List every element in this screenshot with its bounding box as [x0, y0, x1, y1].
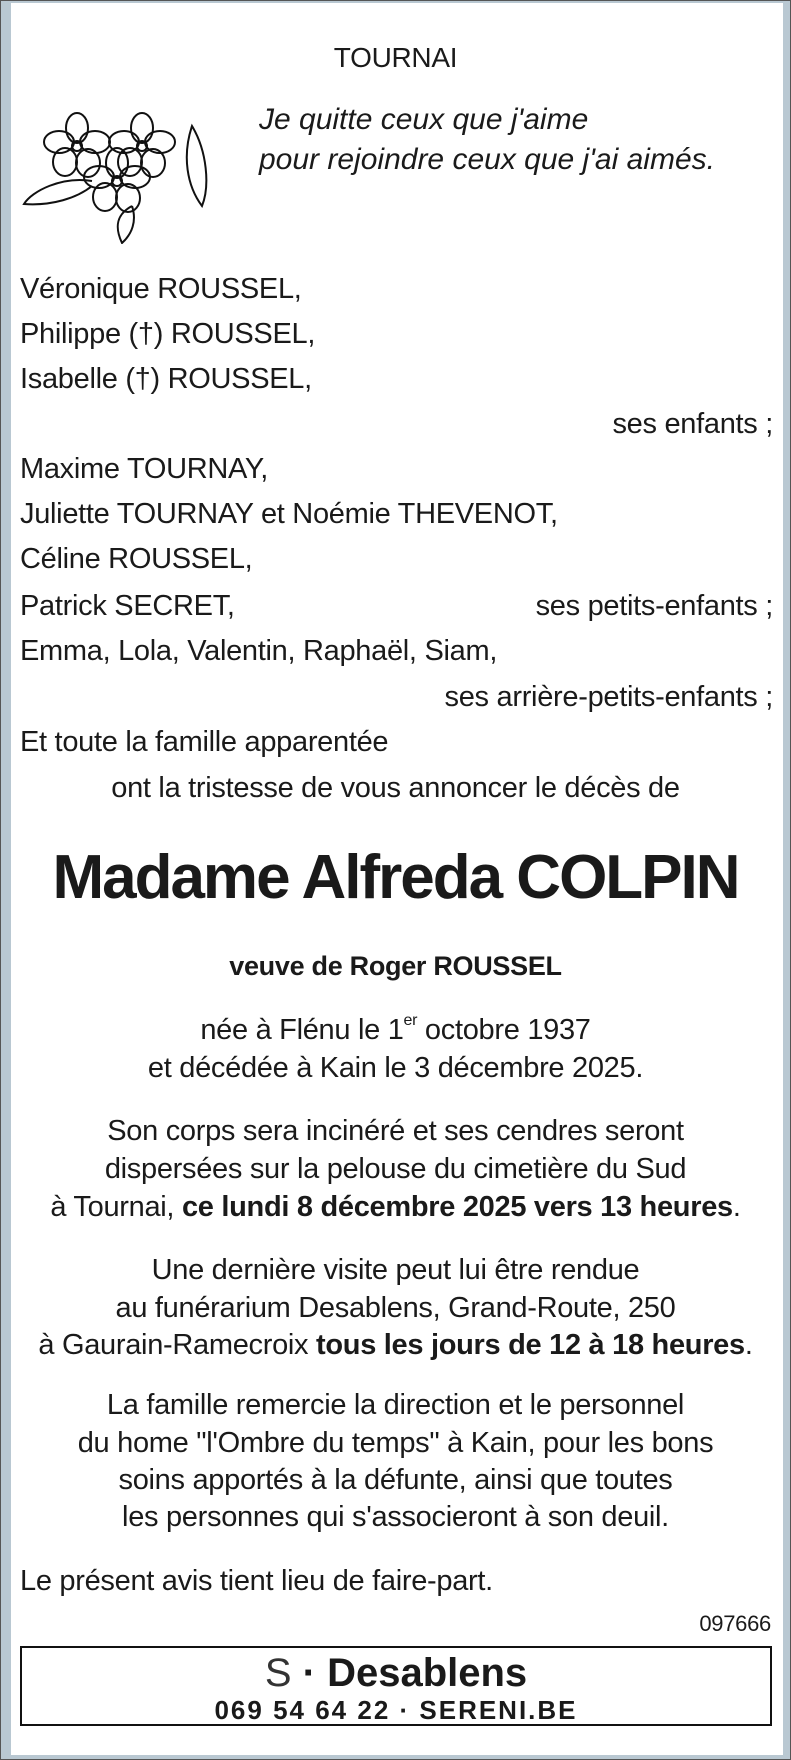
quote-line-1: Je quitte ceux que j'aime — [259, 103, 589, 136]
relatives-line: Et toute la famille apparentée — [20, 726, 389, 758]
death-line: et décédée à Kain le 3 décembre 2025. — [147, 1052, 644, 1084]
ceremony-line-3 — [0, 1189, 791, 1225]
visit-place: à Gaurain-Ramecroix — [38, 1329, 317, 1361]
visit-period: . — [744, 1329, 753, 1361]
birth-date: octobre 1937 — [417, 1014, 591, 1046]
announcement-line: ont la tristesse de vous annoncer le décès de — [111, 772, 680, 804]
reference-number: 097666 — [699, 1611, 771, 1636]
ceremony-datetime: ce lundi 8 décembre 2025 vers 13 heures — [181, 1191, 733, 1223]
deceased-name-text: Madame Alfreda COLPIN — [52, 843, 739, 912]
child-name: Philippe (†) ROUSSEL, — [20, 318, 316, 350]
notice-line: Le présent avis tient lieu de faire-part. — [20, 1565, 493, 1597]
thanks-line: La famille remercie la direction et le personnel — [106, 1389, 685, 1421]
great-grandchildren-names: Emma, Lola, Valentin, Raphaël, Siam, — [20, 635, 498, 667]
child-name: Isabelle (†) ROUSSEL, — [20, 363, 312, 395]
visit-hours: tous les jours de 12 à 18 heures — [316, 1329, 745, 1361]
widow-of-line: veuve de Roger ROUSSEL — [229, 951, 562, 981]
visit-line-2: au funérarium Desablens, Grand-Route, 250 — [115, 1292, 676, 1324]
grandchild-name: Céline ROUSSEL, — [20, 543, 253, 575]
great-grandchildren-label: ses arrière-petits-enfants ; — [444, 681, 773, 713]
funeral-home-logo — [22, 1650, 770, 1696]
visit-line-3 — [0, 1327, 791, 1363]
children-label: ses enfants ; — [612, 408, 773, 440]
birth-line — [0, 1012, 791, 1048]
city-heading: TOURNAI — [333, 42, 458, 73]
grandchild-name: Patrick SECRET, — [20, 590, 235, 622]
visit-line-1: Une dernière visite peut lui être rendue — [151, 1254, 640, 1286]
flower-icon — [22, 106, 212, 244]
thanks-line: les personnes qui s'associeront à son deuil. — [122, 1501, 669, 1533]
funeral-home-name: Desablens — [327, 1651, 528, 1695]
ceremony-line-2: dispersées sur la pelouse du cimetière du Sud — [104, 1153, 687, 1185]
logo-separator: · — [302, 1651, 316, 1695]
quote-line-2: pour rejoindre ceux que j'ai aimés. — [259, 143, 715, 176]
ceremony-place: à Tournai, — [50, 1191, 182, 1223]
grandchildren-label: ses petits-enfants ; — [535, 590, 773, 622]
deceased-name — [0, 840, 791, 916]
ceremony-period: . — [732, 1191, 741, 1223]
child-name: Véronique ROUSSEL, — [20, 273, 302, 305]
grandchild-name: Juliette TOURNAY et Noémie THEVENOT, — [20, 498, 558, 530]
logo-letter: S — [264, 1651, 292, 1695]
ceremony-line-1: Son corps sera incinéré et ses cendres seront — [107, 1115, 684, 1147]
thanks-line: du home "l'Ombre du temps" à Kain, pour les bons — [77, 1427, 714, 1459]
thanks-line: soins apportés à la défunte, ainsi que toutes — [118, 1464, 673, 1496]
funeral-home-contact: 069 54 64 22 · SERENI.BE — [214, 1695, 578, 1725]
funeral-home-box — [20, 1646, 772, 1726]
grandchild-name: Maxime TOURNAY, — [20, 453, 268, 485]
birth-ordinal: er — [403, 1012, 418, 1029]
birth-text: née à Flénu le 1 — [200, 1014, 404, 1046]
